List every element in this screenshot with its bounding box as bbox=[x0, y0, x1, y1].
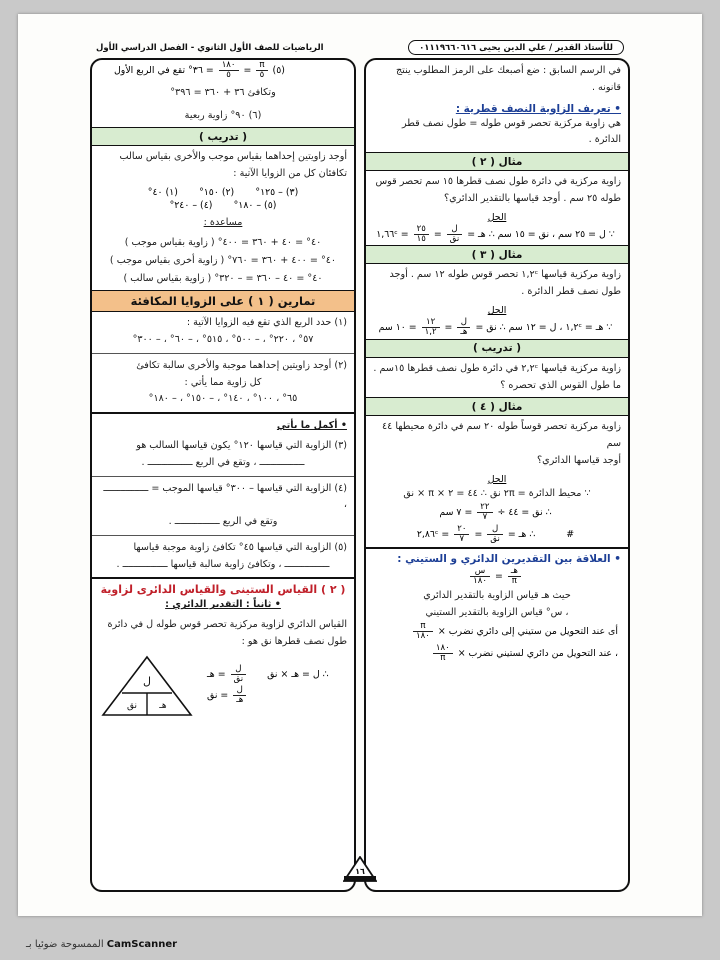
scanner-footer bbox=[0, 939, 720, 950]
example-3-given: ∵ هـ = ١,٢ᶜ ، ل = ١٢ سم ∴ نق = bbox=[475, 322, 613, 334]
question-2-values: ٦٥° ، ١٠٠° ، ١٤٠° ، – ١٥٠° ، – ١٨٠° bbox=[148, 393, 298, 405]
example-3-frac-l-over-theta: $\frac{\text{ل}}{\text{هـ}}$ bbox=[457, 318, 470, 337]
help-line-3: ٤٠° = ٤٠ – ٣٦٠ = – ٣٢٠° ( زاوية بقياس سالب ) bbox=[123, 273, 323, 285]
relation-formula: $\frac{\text{هـ}}{\pi}$ = $\frac{\text{س}}{١٨٠}$ bbox=[366, 566, 628, 588]
example-3-frac-12-over-1p2: $\frac{١٢}{١,٢}$ bbox=[422, 318, 440, 337]
question-4-blanks: وتقع في الربع ــــــــــــــــ . bbox=[168, 516, 278, 528]
relation-title: • العلاقة بين التقديرين الدائري و الستيني : bbox=[397, 553, 621, 565]
example-4-result: = ٢,٨٦ᶜ bbox=[416, 529, 450, 541]
relation-frac-180-over-pi: $\frac{١٨٠}{\pi}$ bbox=[433, 644, 453, 663]
example-2-band: مثال ( ٢ ) bbox=[366, 152, 628, 171]
radian-formulas bbox=[201, 665, 347, 706]
example-4-band: مثال ( ٤ ) bbox=[366, 397, 628, 416]
scanner-label: الممسوحة ضوئيا بـ bbox=[26, 939, 104, 950]
example-4-text-1: زاوية مركزية تحصر قوساً طوله ٢٠ سم في دائرة محيطها ٤٤ سم bbox=[382, 421, 621, 450]
relation-line-4 bbox=[366, 643, 628, 665]
tadreeb-prompt: أوجد زاويتين إحداهما بقياس موجب والأخرى بقياس سالب تكافئان كل من الزوايا الآتية : bbox=[119, 151, 347, 180]
tadreeb-option-1: (١) ٤٠° bbox=[147, 186, 178, 198]
relation-line-3-text: أى عند التحويل من ستيني إلى دائري نضرب × bbox=[437, 626, 618, 638]
example-3-text-2: طول نصف قطر الدائرة . bbox=[521, 286, 621, 298]
content-columns bbox=[90, 58, 630, 892]
question-1-values: ٥٧° ، ٢٢٠° ، – ٥٠٠° ، ٥١٥° ، – ٦٠° ، – ٣٠٠° bbox=[132, 334, 314, 346]
scanner-app-name: CamScanner bbox=[106, 939, 178, 950]
question-5: (٥) الزاوية التي قياسها ٤٥° تكافئ زاوية موجبة قياسها bbox=[133, 541, 347, 553]
svg-text:نق: نق bbox=[126, 700, 138, 711]
practice-text-2: ما طول القوس الذي تحصره ؟ bbox=[500, 379, 621, 391]
tadreeb-options-row-2 bbox=[92, 199, 354, 212]
formula-theta-tail: ∴ ل = هـ × نق bbox=[267, 669, 329, 681]
example-3-result: = ١٠ سم bbox=[378, 322, 417, 334]
example-2-solution-label: الحل bbox=[487, 211, 507, 223]
definition-title: • تعريف الزاوية النصف قطرية : bbox=[455, 102, 621, 115]
page-number: ١٦ bbox=[355, 867, 365, 876]
example-4-end-mark: # bbox=[566, 529, 575, 541]
example-2-result: = ١,٦٦ᶜ bbox=[376, 228, 409, 240]
formula-radius: $\frac{\text{ل}}{\text{هـ}}$ = نق bbox=[207, 686, 347, 707]
example-4-text-2: أوجد قياسها الدائري؟ bbox=[536, 454, 621, 466]
example-3-solution-label: الحل bbox=[487, 305, 507, 317]
relation-frac-pi-over-180: $\frac{\pi}{١٨٠}$ bbox=[413, 622, 433, 641]
formula-radius-fraction: $\frac{\text{ل}}{\text{هـ}}$ bbox=[233, 686, 246, 705]
header-course-title: الرياضيات للصف الأول الثانوي - الفصل الدراسي الأول bbox=[96, 42, 324, 53]
formula-theta-fraction: $\frac{\text{ل}}{\text{نق}}$ bbox=[231, 665, 247, 684]
question-3: (٣) الزاوية التي قياسها ١٢٠° يكون قياسها السالب هو bbox=[136, 440, 347, 452]
question-1: (١) حدد الربع الذي تقع فيه الزوايا الآتية : bbox=[186, 317, 347, 329]
triangle-icon bbox=[99, 653, 195, 719]
question-5-blanks: ــــــــــــــــ ، وتكافئ زاوية سالبة قياسها ــــــــــــــــ . bbox=[116, 558, 330, 570]
item-5-fraction-pi-over-5: $\frac{\pi}{٥}$ bbox=[256, 61, 267, 80]
help-label: مساعدة : bbox=[203, 216, 243, 228]
svg-text:ل: ل bbox=[143, 674, 151, 688]
mnemonic-triangle-block bbox=[92, 651, 354, 721]
page-header bbox=[90, 40, 630, 58]
definition-body: هي زاوية مركزية تحصر قوس طوله = طول نصف قطر الدائرة . bbox=[401, 117, 621, 146]
example-2-text-2: طوله ٢٥ سم . أوجد قياسها بالتقدير الدائري؟ bbox=[444, 192, 621, 204]
example-2-given: ∵ ل = ٢٥ سم ، نق = ١٥ سم ∴ هـ = bbox=[467, 228, 615, 240]
example-4-frac-22-over-7: $\frac{٢٢}{٧}$ bbox=[477, 503, 492, 522]
example-4-frac-20-over-7: $\frac{٢٠}{٧}$ bbox=[454, 525, 469, 544]
tadreeb-option-4: (٤) – ٢٤٠° bbox=[169, 199, 213, 211]
help-lines bbox=[92, 232, 354, 291]
example-3-text-1: زاوية مركزية قياسها ١,٢ᶜ تحصر قوس طوله ١٢ سم . أوجد bbox=[389, 269, 621, 281]
relation-line-2: ، س° قياس الزاوية بالتقدير الستيني bbox=[425, 606, 569, 618]
sheet-content bbox=[90, 40, 630, 878]
example-4-line-2 bbox=[366, 502, 628, 524]
example-2-solution: ∵ ل = ٢٥ سم ، نق = ١٥ سم ∴ هـ = $\frac{\text{ل}}{\text{نق}}$ = $\frac{٢٥}{١٥}$ = ١,٦٦ᶜ bbox=[376, 223, 615, 244]
practice-text-1: زاوية مركزية قياسها ٢,٢ᶜ في دائرة طول نصف قطرها ١٥سم . bbox=[373, 362, 621, 374]
item-5-fraction-180-over-5: $\frac{١٨٠}{٥}$ bbox=[219, 61, 239, 80]
relation-line-3 bbox=[366, 621, 628, 643]
question-2-cont: كل زاوية مما يأتي : bbox=[184, 376, 262, 388]
radian-definition-line-2: طول نصف قطرها نق هو : bbox=[241, 636, 347, 648]
example-4-solution-label: الحل bbox=[487, 473, 507, 485]
item-5-result: = ٣٦° تقع في الربع الأول bbox=[114, 65, 214, 77]
practice-band: ( تدريب ) bbox=[366, 339, 628, 358]
example-2-text-1: زاوية مركزية في دائرة طول نصف قطرها ١٥ سم تحصر قوس bbox=[375, 176, 621, 188]
item-5-equation: (٥) $\frac{\pi}{٥}$ = $\frac{١٨٠}{٥}$ = ٣٦° تقع في الربع الأول bbox=[114, 60, 285, 81]
example-2-frac-25-over-15: $\frac{٢٥}{١٥}$ bbox=[414, 225, 429, 244]
section-2-title: ( ٢ ) القياس الستينى والقياس الدائرى لزاوية bbox=[100, 583, 346, 597]
tadreeb-option-2: (٢) ١٥٠° bbox=[199, 186, 235, 198]
example-4-line-1: ∵ محيط الدائرة = ٢π نق ∴ ٤٤ = ٢ × π × نق bbox=[403, 487, 591, 499]
question-2: (٢) أوجد زاويتين إحداهما موجبة والأخرى سالبة تكافئ bbox=[136, 359, 347, 371]
triangle-diagram bbox=[99, 653, 195, 719]
header-teacher-badge: للأستاذ القدير / علي الدين يحيى ٠١١١٩٦٦٠٦١٦ bbox=[408, 40, 624, 55]
help-line-1: ٤٠° = ٤٠ + ٣٦٠ = ٤٠٠° ( زاوية بقياس موجب ) bbox=[124, 236, 322, 248]
scanned-sheet bbox=[18, 14, 702, 916]
radian-definition-line-1: القياس الدائري لزاوية مركزية تحصر قوس طوله ل في دائرة bbox=[107, 619, 347, 631]
example-2-frac-l-over-r: $\frac{\text{ل}}{\text{نق}}$ bbox=[447, 225, 463, 244]
relation-frac-theta-over-pi: $\frac{\text{هـ}}{\pi}$ bbox=[508, 567, 521, 586]
example-3-solution: ∵ هـ = ١,٢ᶜ ، ل = ١٢ سم ∴ نق = $\frac{\text{ل}}{\text{هـ}}$ = $\frac{١٢}{١,٢}$ = ١٠ سم bbox=[378, 317, 613, 338]
right-column bbox=[90, 58, 356, 892]
relation-line-4-text: ، عند التحويل من دائري لستيني نضرب × bbox=[457, 648, 618, 660]
exercises-section-header: تمارين ( ١ ) على الزوايا المكافئة bbox=[92, 290, 354, 312]
tadreeb-options-row-1 bbox=[92, 186, 354, 199]
question-3-blanks: ــــــــــــــــ ، وتقع في الربع ــــــــــــــــ . bbox=[141, 456, 305, 468]
help-line-2: ٤٠° = ٤٠٠ + ٣٦٠ = ٧٦٠° ( زاوية أخرى بقياس موجب ) bbox=[109, 254, 337, 266]
relation-line-1: حيث هـ قياس الزاوية بالتقدير الدائري bbox=[423, 589, 571, 601]
formula-theta-lhs: هـ bbox=[207, 669, 215, 681]
formula-radius-lhs: نق bbox=[207, 689, 218, 701]
example-4-frac-l-over-r: $\frac{\text{ل}}{\text{نق}}$ bbox=[487, 525, 503, 544]
example-4-line-2-post: = ٧ سم bbox=[439, 507, 473, 519]
complete-label: • أكمل ما يأتي bbox=[276, 420, 347, 432]
relation-frac-x-over-180: $\frac{\text{س}}{١٨٠}$ bbox=[470, 567, 490, 586]
intro-text: في الرسم السابق : ضع أصبعك على الرمز المطلوب ينتج قانونه . bbox=[395, 65, 621, 93]
example-4-line-3-pre: ∴ هـ = bbox=[507, 529, 536, 541]
svg-text:هـ: هـ bbox=[159, 700, 167, 711]
left-column bbox=[364, 58, 630, 892]
tadreeb-option-5: (٥) – ١٨٠° bbox=[233, 199, 277, 211]
exercise-band-tadreeb: ( تدريب ) bbox=[92, 127, 354, 146]
formula-theta: ∴ ل = هـ × نق $\frac{\text{ل}}{\text{نق}}$ = هـ bbox=[207, 664, 329, 685]
example-4-line-3: # ∴ هـ = $\frac{\text{ل}}{\text{نق}}$ = $\frac{٢٠}{٧}$ = ٢,٨٦ᶜ bbox=[416, 524, 575, 545]
secondly-label: • ثانياً : التقدير الدائري : bbox=[165, 599, 281, 611]
item-6: (٦) ٩٠° زاوية ربعية bbox=[184, 109, 262, 121]
item-5-equivalent: وتكافئ ٣٦ + ٣٦٠ = ٣٩٦° bbox=[170, 86, 276, 98]
example-4-line-2-pre: ∴ نق = ٤٤ ÷ bbox=[497, 507, 552, 519]
question-4: (٤) الزاوية التي قياسها – ٣٠٠° قياسها الموجب = ــــــــــــــــ ، bbox=[103, 482, 347, 511]
tadreeb-option-3: (٣) – ١٢٥° bbox=[255, 186, 299, 198]
item-5-label: (٥) bbox=[272, 65, 285, 77]
example-3-band: مثال ( ٣ ) bbox=[366, 245, 628, 264]
